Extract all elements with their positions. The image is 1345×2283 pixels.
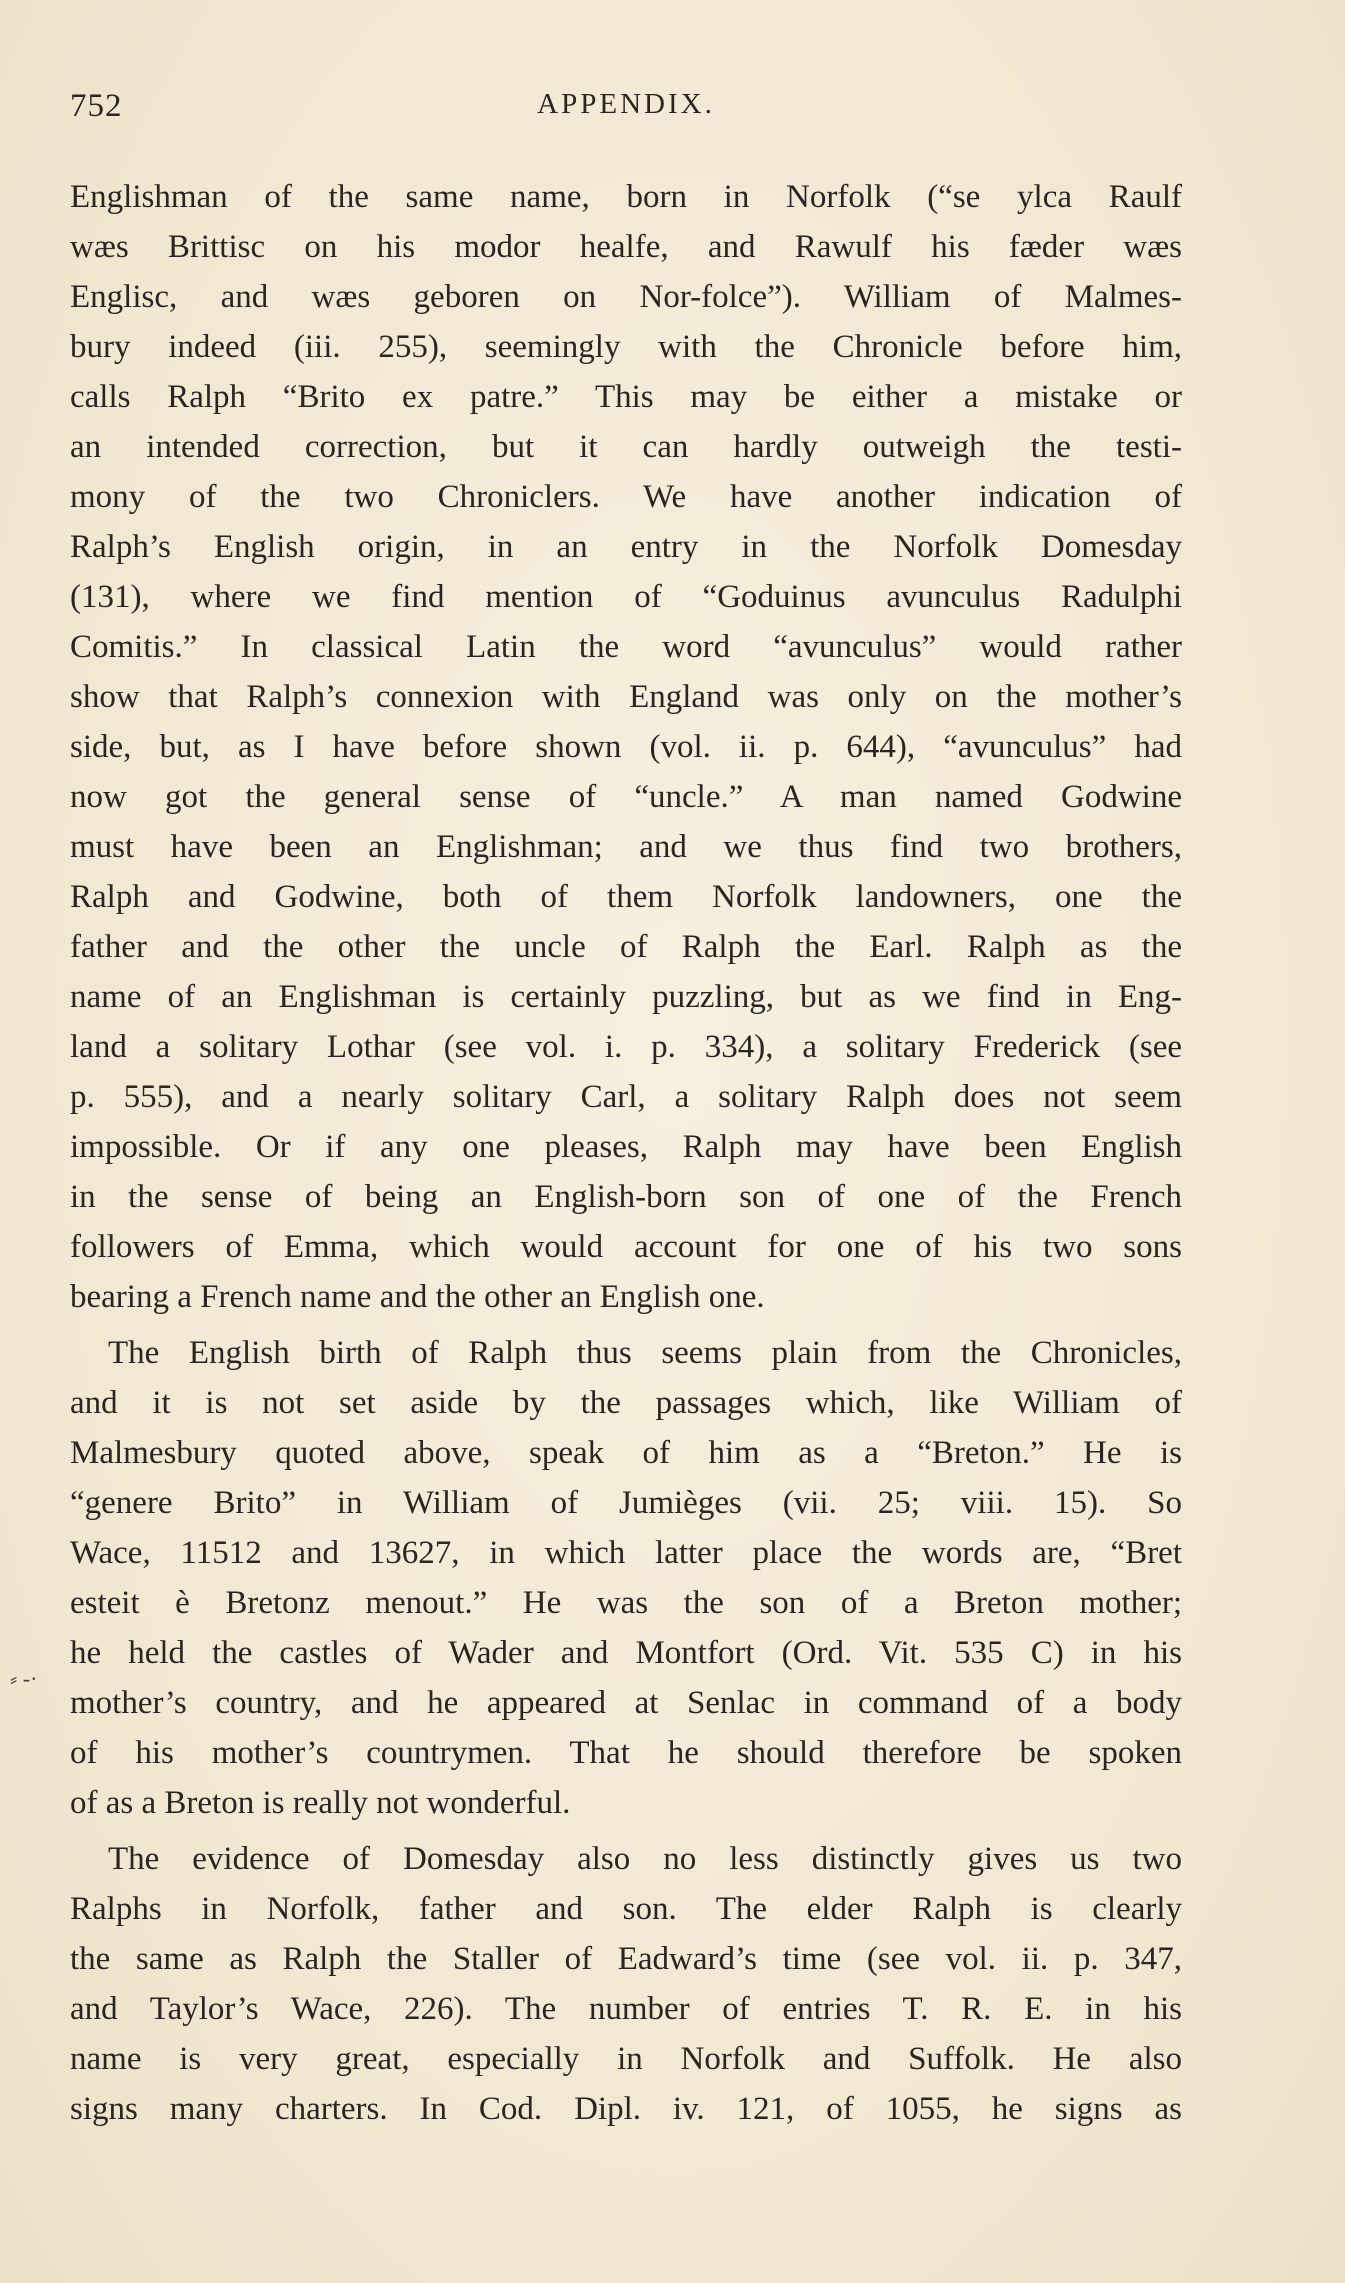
text-line: in the sense of being an English-born son of one of the French [70,1179,1182,1215]
text-line: bury indeed (iii. 255), seemingly with the Chronicle before him, [70,329,1182,365]
text-line: Wace, 11512 and 13627, in which latter place the words are, “Bret [70,1535,1182,1571]
text-line: name of an Englishman is certainly puzzling, but as we find in Eng- [70,979,1182,1015]
text-line: p. 555), and a nearly solitary Carl, a solitary Ralph does not seem [70,1079,1182,1115]
text-line: and it is not set aside by the passages which, like William of [70,1385,1182,1421]
text-line: side, but, as I have before shown (vol. ii. p. 644), “avunculus” had [70,729,1182,765]
text-line: impossible. Or if any one pleases, Ralph may have been English [70,1129,1182,1165]
text-line: Comitis.” In classical Latin the word “avunculus” would rather [70,629,1182,665]
text-line: father and the other the uncle of Ralph the Earl. Ralph as the [70,929,1182,965]
text-line: Ralph’s English origin, in an entry in the Norfolk Domesday [70,529,1182,565]
text-line: of as a Breton is really not wonderful. [70,1785,571,1821]
text-line: the same as Ralph the Staller of Eadward’s time (see vol. ii. p. 347, [70,1941,1182,1977]
text-line: must have been an Englishman; and we thus find two brothers, [70,829,1182,865]
page-number: 752 [70,88,123,124]
text-line: signs many charters. In Cod. Dipl. iv. 121, of 1055, he signs as [70,2091,1182,2127]
paragraph [70,172,1182,1322]
text-line: calls Ralph “Brito ex patre.” This may be either a mistake or [70,379,1182,415]
text-line: Englisc, and wæs geboren on Nor-folce”). William of Malmes- [70,279,1182,315]
text-line: esteit è Bretonz menout.” He was the son of a Breton mother; [70,1585,1182,1621]
text-line: mony of the two Chroniclers. We have another indication of [70,479,1182,515]
text-line: Ralph and Godwine, both of them Norfolk landowners, one the [70,879,1182,915]
body-text [70,172,1182,2134]
text-line: show that Ralph’s connexion with England was only on the mother’s [70,679,1182,715]
text-line: name is very great, especially in Norfolk and Suffolk. He also [70,2041,1182,2077]
text-line: The evidence of Domesday also no less distinctly gives us two [108,1841,1182,1877]
text-line: followers of Emma, which would account for one of his two sons [70,1229,1182,1265]
text-line: Malmesbury quoted above, speak of him as a “Breton.” He is [70,1435,1182,1471]
page-header [70,88,1182,128]
text-line: of his mother’s countrymen. That he should therefore be spoken [70,1735,1182,1771]
text-line: Englishman of the same name, born in Norfolk (“se ylca Raulf [70,179,1182,215]
text-line: Ralphs in Norfolk, father and son. The elder Ralph is clearly [70,1891,1182,1927]
text-line: (131), where we find mention of “Goduinus avunculus Radulphi [70,579,1182,615]
text-line: an intended correction, but it can hardly outweigh the testi- [70,429,1182,465]
margin-mark: ⸗ -· [10,1666,38,1691]
text-line: mother’s country, and he appeared at Senlac in command of a body [70,1685,1182,1721]
text-line: now got the general sense of “uncle.” A man named Godwine [70,779,1182,815]
text-line: The English birth of Ralph thus seems plain from the Chronicles, [108,1335,1182,1371]
paragraph [70,1328,1182,1828]
text-line: wæs Brittisc on his modor healfe, and Rawulf his fæder wæs [70,229,1182,265]
text-line: and Taylor’s Wace, 226). The number of entries T. R. E. in his [70,1991,1182,2027]
text-line: he held the castles of Wader and Montfort (Ord. Vit. 535 C) in his [70,1635,1182,1671]
text-line: land a solitary Lothar (see vol. i. p. 334), a solitary Frederick (see [70,1029,1182,1065]
text-line: bearing a French name and the other an English one. [70,1279,765,1315]
paragraph [70,1834,1182,2134]
text-line: “genere Brito” in William of Jumièges (vii. 25; viii. 15). So [70,1485,1182,1521]
running-head: APPENDIX. [537,88,715,120]
